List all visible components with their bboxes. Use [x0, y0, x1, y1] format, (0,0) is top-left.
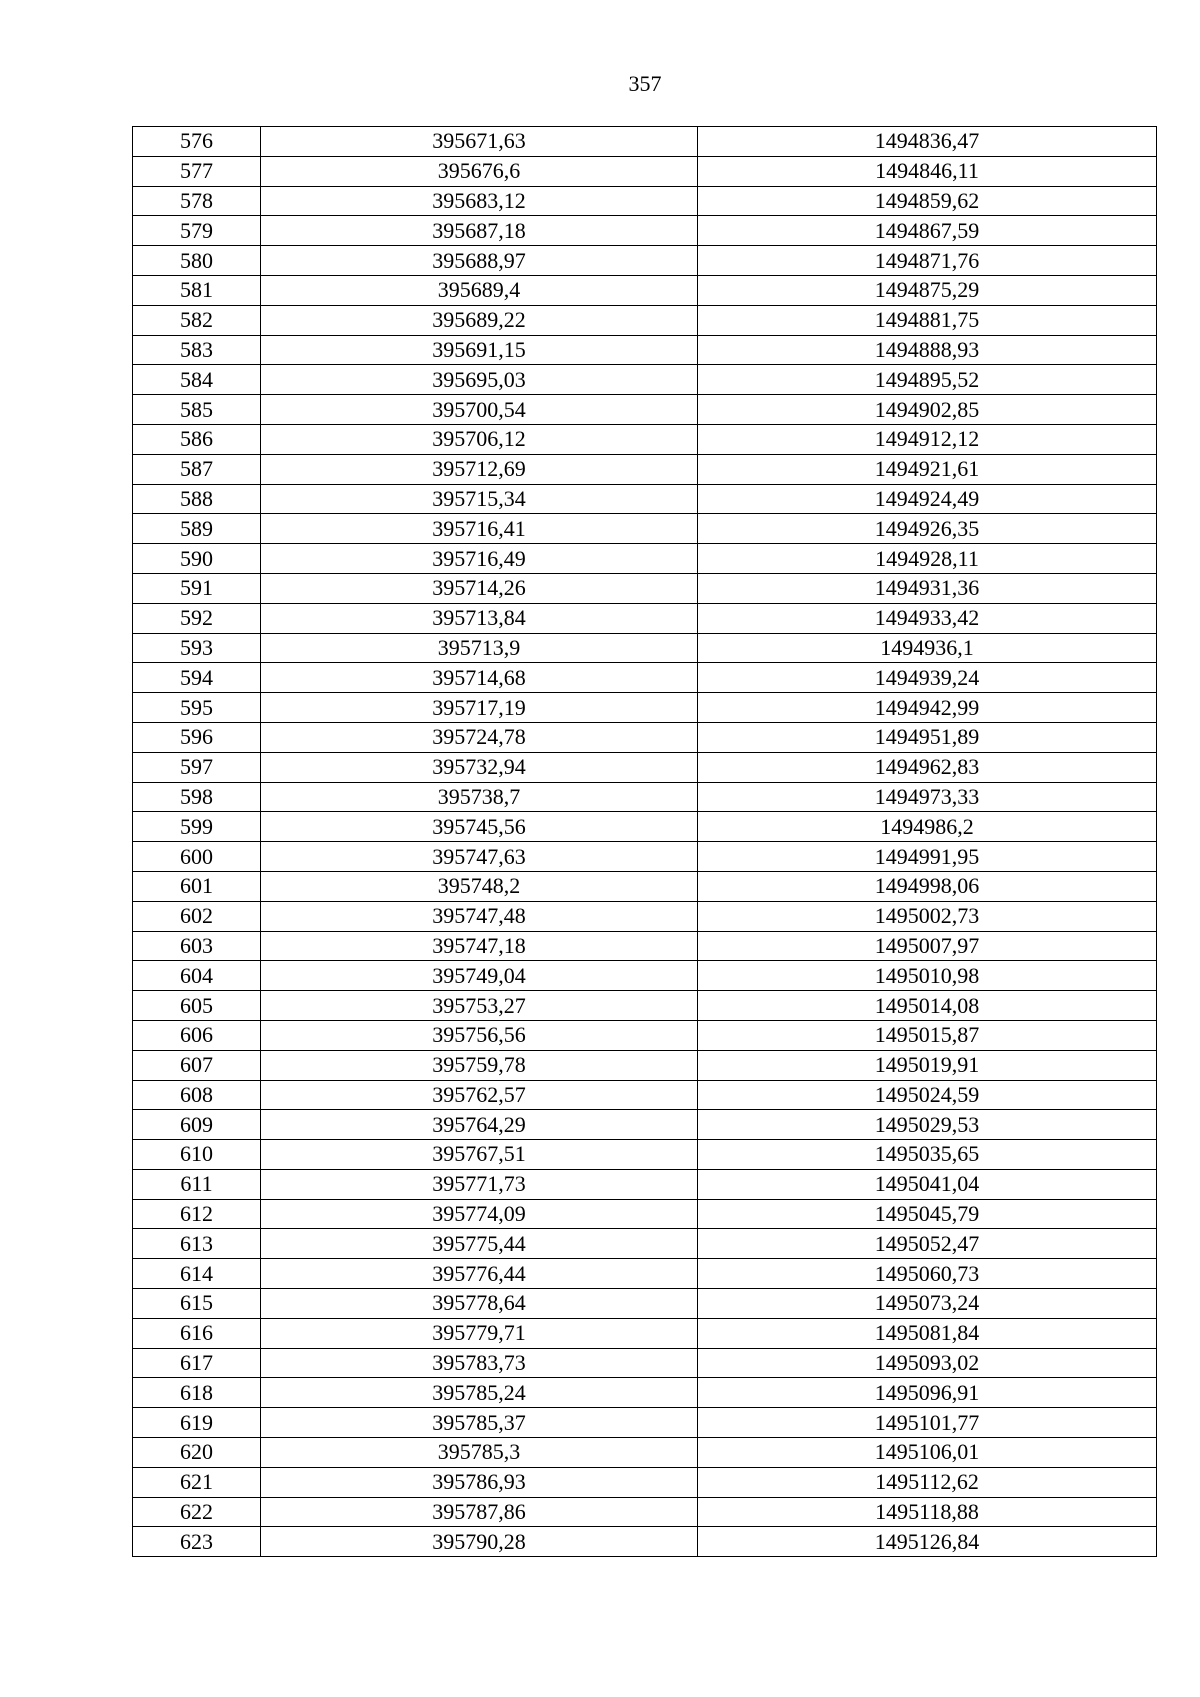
table-row [133, 931, 1157, 961]
point-number-cell: 605 [133, 991, 261, 1021]
y-coordinate-cell: 1494973,33 [698, 782, 1157, 812]
point-number-cell: 601 [133, 871, 261, 901]
x-coordinate-cell: 395688,97 [261, 246, 698, 276]
x-coordinate-cell: 395714,26 [261, 573, 698, 603]
x-coordinate-cell: 395715,34 [261, 484, 698, 514]
x-coordinate-cell: 395713,9 [261, 633, 698, 663]
table-row [133, 1050, 1157, 1080]
y-coordinate-cell: 1494867,59 [698, 216, 1157, 246]
x-coordinate-cell: 395717,19 [261, 693, 698, 723]
x-coordinate-cell: 395706,12 [261, 424, 698, 454]
x-coordinate-cell: 395689,4 [261, 275, 698, 305]
point-number-cell: 590 [133, 544, 261, 574]
x-coordinate-cell: 395676,6 [261, 156, 698, 186]
y-coordinate-cell: 1495010,98 [698, 961, 1157, 991]
point-number-cell: 600 [133, 842, 261, 872]
point-number-cell: 610 [133, 1140, 261, 1170]
x-coordinate-cell: 395712,69 [261, 454, 698, 484]
y-coordinate-cell: 1494902,85 [698, 395, 1157, 425]
y-coordinate-cell: 1495118,88 [698, 1497, 1157, 1527]
x-coordinate-cell: 395787,86 [261, 1497, 698, 1527]
y-coordinate-cell: 1494875,29 [698, 275, 1157, 305]
y-coordinate-cell: 1495041,04 [698, 1169, 1157, 1199]
table-row [133, 335, 1157, 365]
point-number-cell: 622 [133, 1497, 261, 1527]
y-coordinate-cell: 1495093,02 [698, 1348, 1157, 1378]
table-row [133, 1497, 1157, 1527]
table-row [133, 722, 1157, 752]
x-coordinate-cell: 395774,09 [261, 1199, 698, 1229]
x-coordinate-cell: 395714,68 [261, 663, 698, 693]
table-row [133, 991, 1157, 1021]
point-number-cell: 588 [133, 484, 261, 514]
y-coordinate-cell: 1494846,11 [698, 156, 1157, 186]
table-row [133, 1169, 1157, 1199]
point-number-cell: 595 [133, 693, 261, 723]
point-number-cell: 596 [133, 722, 261, 752]
x-coordinate-cell: 395783,73 [261, 1348, 698, 1378]
y-coordinate-cell: 1495052,47 [698, 1229, 1157, 1259]
table-row [133, 156, 1157, 186]
x-coordinate-cell: 395695,03 [261, 365, 698, 395]
y-coordinate-cell: 1495019,91 [698, 1050, 1157, 1080]
y-coordinate-cell: 1495126,84 [698, 1527, 1157, 1557]
point-number-cell: 577 [133, 156, 261, 186]
y-coordinate-cell: 1495073,24 [698, 1289, 1157, 1319]
x-coordinate-cell: 395756,56 [261, 1020, 698, 1050]
point-number-cell: 612 [133, 1199, 261, 1229]
table-row [133, 1110, 1157, 1140]
y-coordinate-cell: 1494881,75 [698, 305, 1157, 335]
point-number-cell: 606 [133, 1020, 261, 1050]
x-coordinate-cell: 395748,2 [261, 871, 698, 901]
coordinates-table [132, 126, 1157, 1557]
x-coordinate-cell: 395762,57 [261, 1080, 698, 1110]
x-coordinate-cell: 395745,56 [261, 812, 698, 842]
y-coordinate-cell: 1494912,12 [698, 424, 1157, 454]
y-coordinate-cell: 1494895,52 [698, 365, 1157, 395]
table-row [133, 216, 1157, 246]
point-number-cell: 589 [133, 514, 261, 544]
point-number-cell: 604 [133, 961, 261, 991]
x-coordinate-cell: 395738,7 [261, 782, 698, 812]
point-number-cell: 585 [133, 395, 261, 425]
x-coordinate-cell: 395749,04 [261, 961, 698, 991]
y-coordinate-cell: 1495007,97 [698, 931, 1157, 961]
y-coordinate-cell: 1494991,95 [698, 842, 1157, 872]
point-number-cell: 613 [133, 1229, 261, 1259]
table-row [133, 1020, 1157, 1050]
table-row [133, 1527, 1157, 1557]
point-number-cell: 586 [133, 424, 261, 454]
y-coordinate-cell: 1495035,65 [698, 1140, 1157, 1170]
x-coordinate-cell: 395716,41 [261, 514, 698, 544]
point-number-cell: 598 [133, 782, 261, 812]
y-coordinate-cell: 1494998,06 [698, 871, 1157, 901]
point-number-cell: 621 [133, 1467, 261, 1497]
point-number-cell: 578 [133, 186, 261, 216]
x-coordinate-cell: 395785,3 [261, 1438, 698, 1468]
point-number-cell: 592 [133, 603, 261, 633]
table-row [133, 871, 1157, 901]
y-coordinate-cell: 1495014,08 [698, 991, 1157, 1021]
x-coordinate-cell: 395687,18 [261, 216, 698, 246]
x-coordinate-cell: 395747,18 [261, 931, 698, 961]
point-number-cell: 619 [133, 1408, 261, 1438]
y-coordinate-cell: 1495081,84 [698, 1318, 1157, 1348]
y-coordinate-cell: 1495015,87 [698, 1020, 1157, 1050]
point-number-cell: 594 [133, 663, 261, 693]
y-coordinate-cell: 1494871,76 [698, 246, 1157, 276]
table-row [133, 484, 1157, 514]
x-coordinate-cell: 395779,71 [261, 1318, 698, 1348]
y-coordinate-cell: 1494931,36 [698, 573, 1157, 603]
table-row [133, 1438, 1157, 1468]
x-coordinate-cell: 395700,54 [261, 395, 698, 425]
point-number-cell: 617 [133, 1348, 261, 1378]
x-coordinate-cell: 395775,44 [261, 1229, 698, 1259]
y-coordinate-cell: 1495060,73 [698, 1259, 1157, 1289]
table-row [133, 1467, 1157, 1497]
table-row [133, 1080, 1157, 1110]
table-row [133, 603, 1157, 633]
y-coordinate-cell: 1495029,53 [698, 1110, 1157, 1140]
point-number-cell: 618 [133, 1378, 261, 1408]
table-body [133, 127, 1157, 1557]
y-coordinate-cell: 1495106,01 [698, 1438, 1157, 1468]
y-coordinate-cell: 1494942,99 [698, 693, 1157, 723]
table-row [133, 633, 1157, 663]
point-number-cell: 599 [133, 812, 261, 842]
table-row [133, 454, 1157, 484]
x-coordinate-cell: 395786,93 [261, 1467, 698, 1497]
y-coordinate-cell: 1494859,62 [698, 186, 1157, 216]
y-coordinate-cell: 1494926,35 [698, 514, 1157, 544]
point-number-cell: 616 [133, 1318, 261, 1348]
x-coordinate-cell: 395767,51 [261, 1140, 698, 1170]
point-number-cell: 608 [133, 1080, 261, 1110]
y-coordinate-cell: 1495101,77 [698, 1408, 1157, 1438]
y-coordinate-cell: 1494962,83 [698, 752, 1157, 782]
point-number-cell: 581 [133, 275, 261, 305]
point-number-cell: 582 [133, 305, 261, 335]
point-number-cell: 591 [133, 573, 261, 603]
x-coordinate-cell: 395732,94 [261, 752, 698, 782]
table-row [133, 275, 1157, 305]
y-coordinate-cell: 1494888,93 [698, 335, 1157, 365]
table-row [133, 782, 1157, 812]
x-coordinate-cell: 395716,49 [261, 544, 698, 574]
x-coordinate-cell: 395689,22 [261, 305, 698, 335]
x-coordinate-cell: 395747,48 [261, 901, 698, 931]
point-number-cell: 623 [133, 1527, 261, 1557]
table-row [133, 1199, 1157, 1229]
table-row [133, 573, 1157, 603]
point-number-cell: 597 [133, 752, 261, 782]
point-number-cell: 593 [133, 633, 261, 663]
x-coordinate-cell: 395724,78 [261, 722, 698, 752]
y-coordinate-cell: 1494986,2 [698, 812, 1157, 842]
table-row [133, 1408, 1157, 1438]
table-row [133, 424, 1157, 454]
table-row [133, 1318, 1157, 1348]
x-coordinate-cell: 395713,84 [261, 603, 698, 633]
point-number-cell: 580 [133, 246, 261, 276]
y-coordinate-cell: 1494933,42 [698, 603, 1157, 633]
point-number-cell: 603 [133, 931, 261, 961]
y-coordinate-cell: 1494928,11 [698, 544, 1157, 574]
table-row [133, 1348, 1157, 1378]
y-coordinate-cell: 1494924,49 [698, 484, 1157, 514]
table-row [133, 127, 1157, 157]
y-coordinate-cell: 1495045,79 [698, 1199, 1157, 1229]
x-coordinate-cell: 395671,63 [261, 127, 698, 157]
y-coordinate-cell: 1494939,24 [698, 663, 1157, 693]
table-row [133, 544, 1157, 574]
table-row [133, 1378, 1157, 1408]
point-number-cell: 609 [133, 1110, 261, 1140]
y-coordinate-cell: 1495002,73 [698, 901, 1157, 931]
x-coordinate-cell: 395778,64 [261, 1289, 698, 1319]
table-row [133, 365, 1157, 395]
table-row [133, 752, 1157, 782]
table-row [133, 186, 1157, 216]
x-coordinate-cell: 395753,27 [261, 991, 698, 1021]
table-row [133, 842, 1157, 872]
point-number-cell: 584 [133, 365, 261, 395]
y-coordinate-cell: 1495096,91 [698, 1378, 1157, 1408]
point-number-cell: 607 [133, 1050, 261, 1080]
y-coordinate-cell: 1494921,61 [698, 454, 1157, 484]
table-row [133, 246, 1157, 276]
point-number-cell: 583 [133, 335, 261, 365]
y-coordinate-cell: 1494951,89 [698, 722, 1157, 752]
x-coordinate-cell: 395759,78 [261, 1050, 698, 1080]
x-coordinate-cell: 395747,63 [261, 842, 698, 872]
table-row [133, 305, 1157, 335]
y-coordinate-cell: 1494936,1 [698, 633, 1157, 663]
point-number-cell: 579 [133, 216, 261, 246]
point-number-cell: 614 [133, 1259, 261, 1289]
table-row [133, 1289, 1157, 1319]
table-row [133, 961, 1157, 991]
point-number-cell: 615 [133, 1289, 261, 1319]
point-number-cell: 587 [133, 454, 261, 484]
table-row [133, 693, 1157, 723]
table-row [133, 1229, 1157, 1259]
point-number-cell: 620 [133, 1438, 261, 1468]
table-row [133, 901, 1157, 931]
x-coordinate-cell: 395776,44 [261, 1259, 698, 1289]
x-coordinate-cell: 395785,37 [261, 1408, 698, 1438]
table-row [133, 812, 1157, 842]
y-coordinate-cell: 1495024,59 [698, 1080, 1157, 1110]
table-row [133, 1140, 1157, 1170]
y-coordinate-cell: 1495112,62 [698, 1467, 1157, 1497]
table-row [133, 514, 1157, 544]
x-coordinate-cell: 395771,73 [261, 1169, 698, 1199]
y-coordinate-cell: 1494836,47 [698, 127, 1157, 157]
page-number: 357 [628, 71, 662, 96]
table-row [133, 395, 1157, 425]
x-coordinate-cell: 395785,24 [261, 1378, 698, 1408]
x-coordinate-cell: 395764,29 [261, 1110, 698, 1140]
table-row [133, 1259, 1157, 1289]
table-row [133, 663, 1157, 693]
x-coordinate-cell: 395691,15 [261, 335, 698, 365]
point-number-cell: 576 [133, 127, 261, 157]
x-coordinate-cell: 395683,12 [261, 186, 698, 216]
x-coordinate-cell: 395790,28 [261, 1527, 698, 1557]
point-number-cell: 611 [133, 1169, 261, 1199]
point-number-cell: 602 [133, 901, 261, 931]
